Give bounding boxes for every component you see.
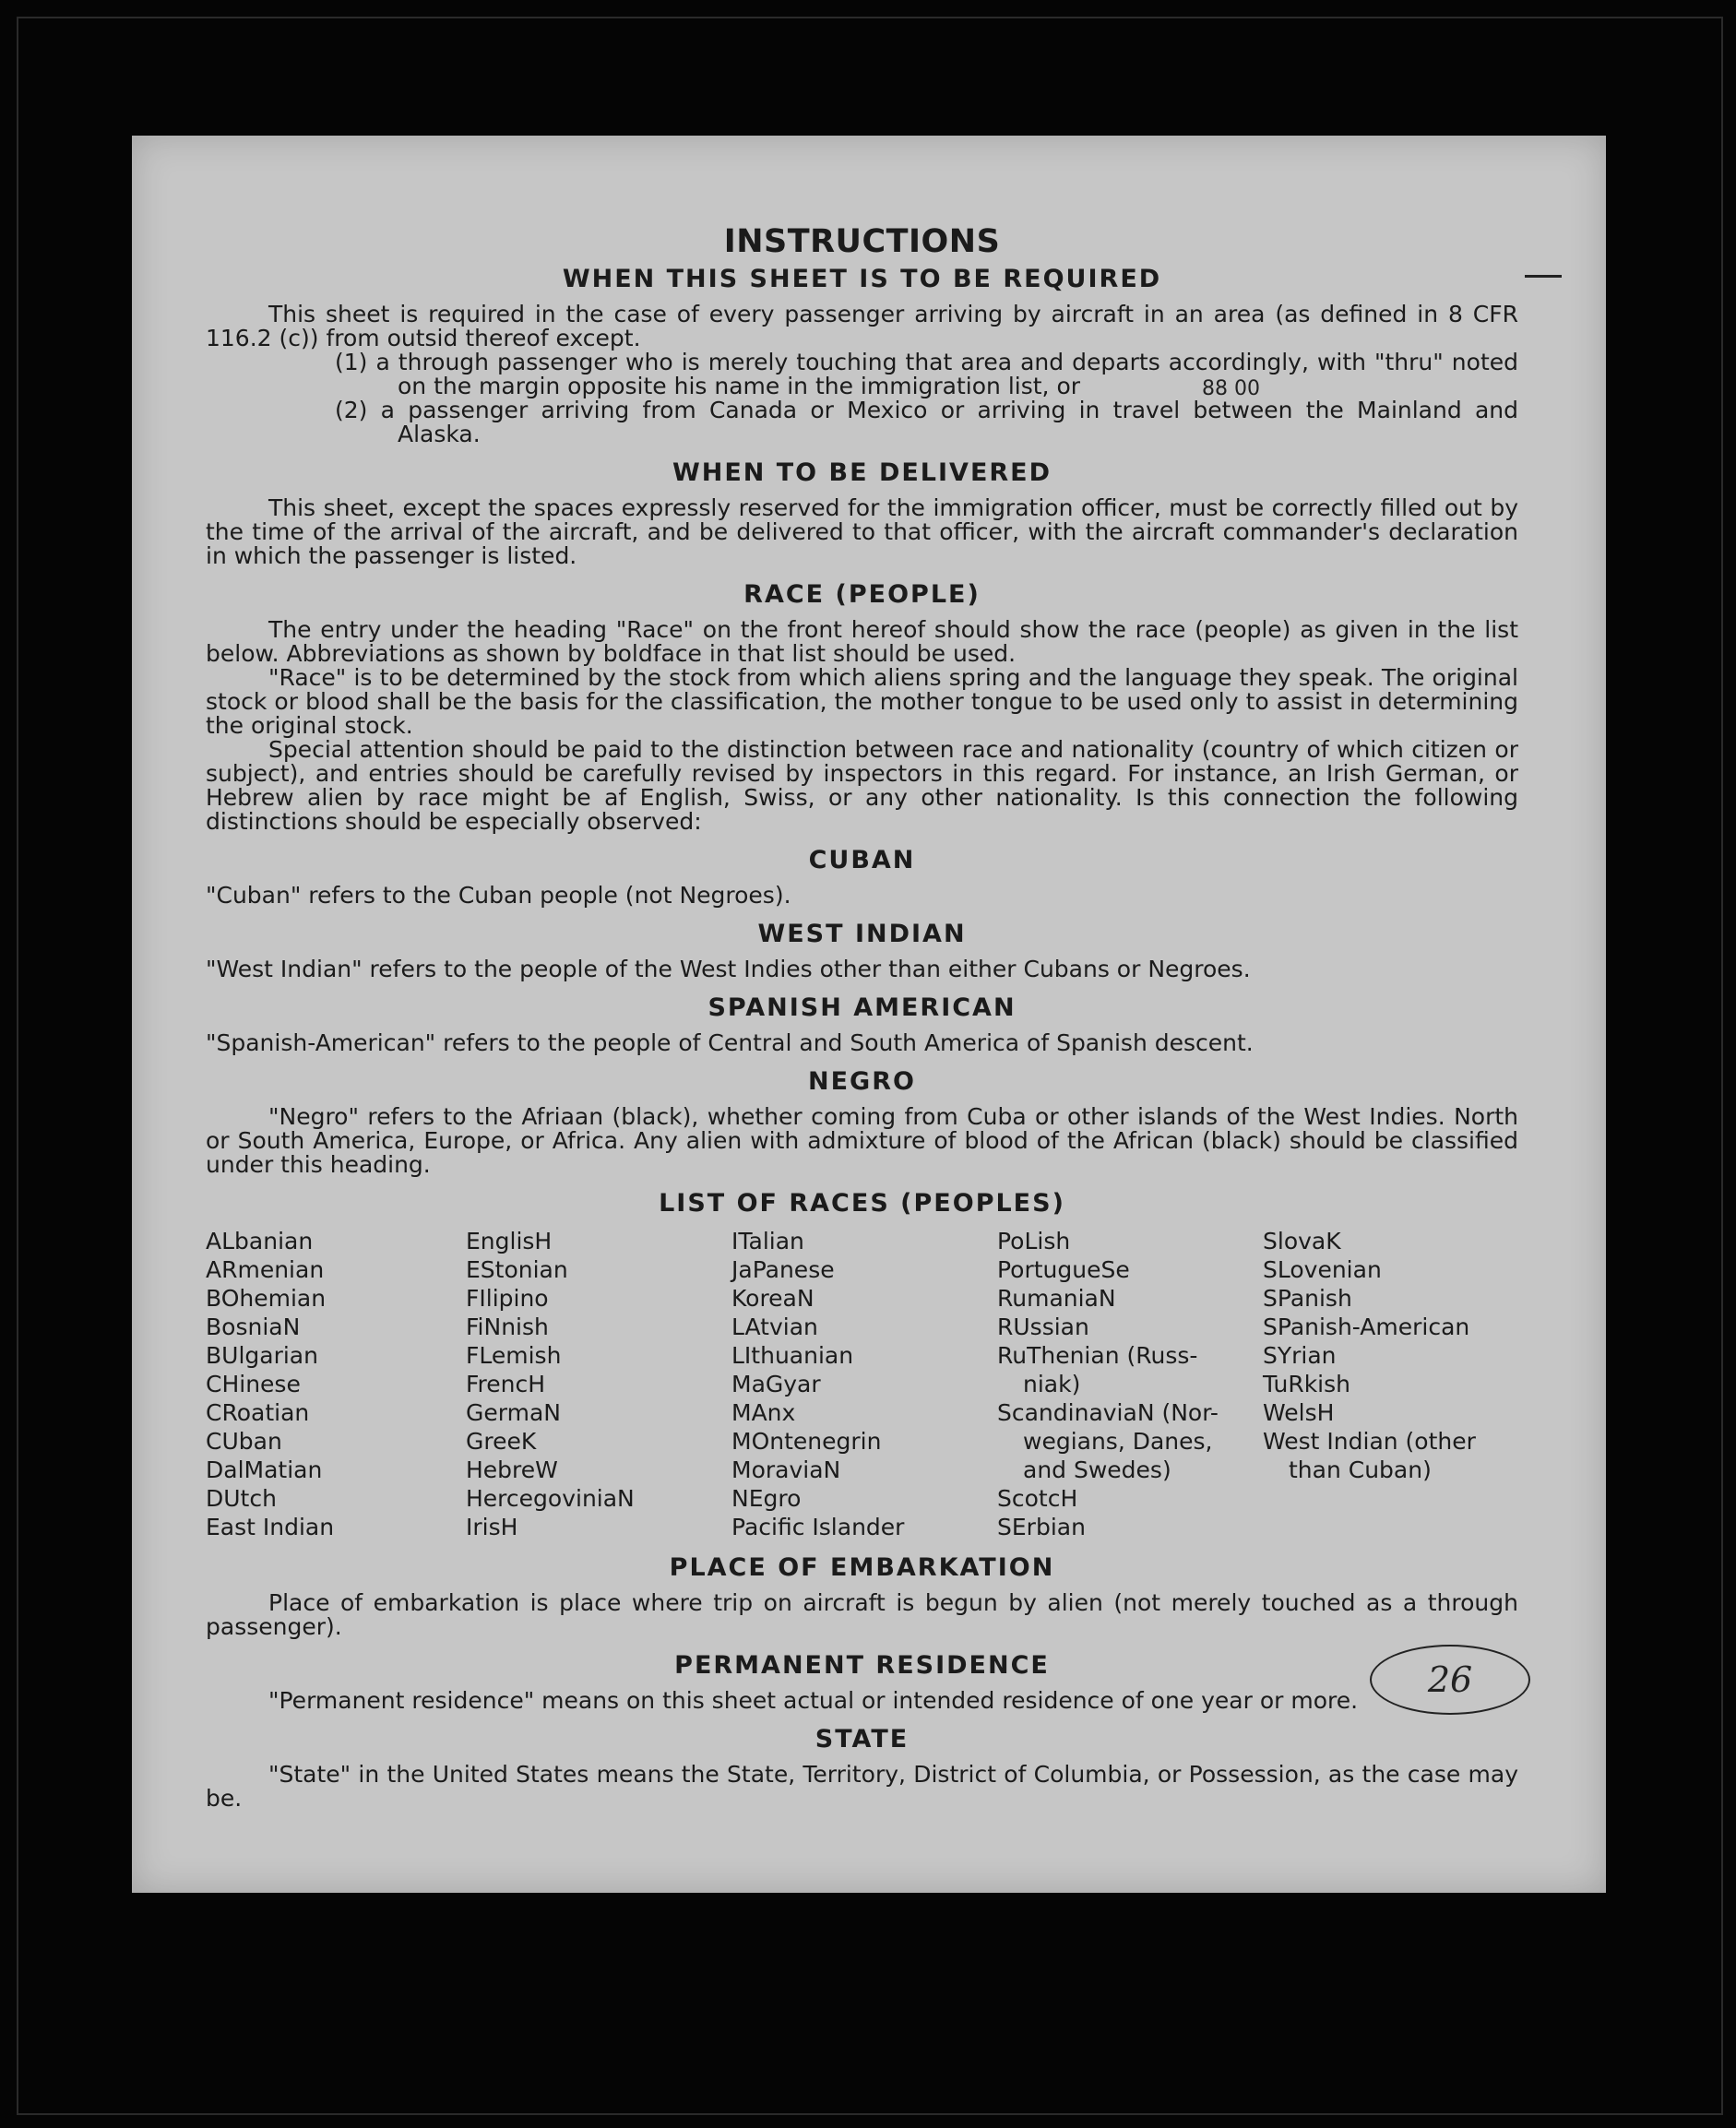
heading-west-indian: WEST INDIAN xyxy=(757,920,967,948)
race-item-continued: and Swedes) xyxy=(1023,1456,1171,1483)
race-item: SYrian xyxy=(1263,1342,1337,1369)
race-item: TuRkish xyxy=(1263,1371,1350,1397)
race-item-continued: than Cuban) xyxy=(1289,1456,1432,1483)
required-intro: This sheet is required in the case of every passenger arriving by aircraft in an area (as defined in 8 CFR 116.2 (c)) from outsid thereof except. xyxy=(206,301,1518,351)
instructions-content xyxy=(206,223,1518,1811)
races-column-4 xyxy=(997,1227,1263,1541)
negro-text: "Negro" refers to the Afriaan (black), whether coming from Cuba or other islands of the West Indies. North or South America, Europe, or Africa. Any alien with admixture of blood of the African (black) should be classified under this heading. xyxy=(206,1103,1518,1178)
race-item: RUssian xyxy=(997,1314,1089,1340)
race-item: GermaN xyxy=(466,1399,561,1426)
race-item: BosniaN xyxy=(206,1314,301,1340)
race-item: West Indian (other xyxy=(1263,1428,1476,1455)
race-item: MaGyar xyxy=(731,1371,821,1397)
spanish-american-text: "Spanish-American" refers to the people of Central and South America of Spanish descent. xyxy=(206,1029,1254,1056)
race-item: DUtch xyxy=(206,1485,277,1512)
race-item: East Indian xyxy=(206,1514,335,1540)
page-mark xyxy=(1525,275,1562,278)
west-indian-text: "West Indian" refers to the people of the West Indies other than either Cubans or Negroes. xyxy=(206,956,1251,982)
document-sheet xyxy=(132,136,1606,1893)
heading-state: STATE xyxy=(814,1725,910,1754)
race-item: CRoatian xyxy=(206,1399,310,1426)
race-item: EStonian xyxy=(466,1256,568,1283)
race-item: IrisH xyxy=(466,1514,518,1540)
heading-embarkation: PLACE OF EMBARKATION xyxy=(669,1553,1055,1582)
race-item: PoLish xyxy=(997,1228,1071,1254)
race-item: HercegoviniaN xyxy=(466,1485,635,1512)
page-title: INSTRUCTIONS xyxy=(723,223,1001,260)
race-item: BOhemian xyxy=(206,1285,327,1312)
race-item: DalMatian xyxy=(206,1456,323,1483)
race-item-continued: wegians, Danes, xyxy=(1023,1428,1213,1455)
race-item: MOntenegrin xyxy=(731,1428,882,1455)
required-item-2: (2) a passenger arriving from Canada or Mexico or arriving in travel between the Mainland and Alaska. xyxy=(335,397,1518,447)
race-item: ITalian xyxy=(731,1228,804,1254)
races-column-1 xyxy=(206,1227,466,1541)
race-item: PortugueSe xyxy=(997,1256,1130,1283)
heading-spanish-american: SPANISH AMERICAN xyxy=(707,993,1017,1022)
race-item: ARmenian xyxy=(206,1256,325,1283)
race-item: RuThenian (Russ- xyxy=(997,1342,1198,1369)
race-item: JaPanese xyxy=(731,1256,835,1283)
race-item: FiNnish xyxy=(466,1314,549,1340)
race-item: SlovaK xyxy=(1263,1228,1341,1254)
race-item: SPanish-American xyxy=(1263,1314,1470,1340)
race-paragraph-3: Special attention should be paid to the distinction between race and nationality (country of which citizen or subject), and entries should be carefully revised by inspectors in this regard. For instance, an Irish German, or Hebrew alien by race might be af English, Swiss, or any other nationality. Is this connection the following distinctions should be especially observed: xyxy=(206,736,1518,835)
race-item: BUlgarian xyxy=(206,1342,318,1369)
heading-cuban: CUBAN xyxy=(808,846,916,874)
race-item: LAtvian xyxy=(731,1314,818,1340)
heading-delivered: WHEN TO BE DELIVERED xyxy=(672,458,1052,487)
heading-residence: PERMANENT RESIDENCE xyxy=(674,1651,1050,1680)
races-column-2 xyxy=(466,1227,731,1541)
heading-race: RACE (PEOPLE) xyxy=(743,580,981,609)
race-item: LIthuanian xyxy=(731,1342,854,1369)
race-item: RumaniaN xyxy=(997,1285,1116,1312)
race-item: SLovenian xyxy=(1263,1256,1382,1283)
race-item: FrencH xyxy=(466,1371,546,1397)
embarkation-text: Place of embarkation is place where trip on aircraft is begun by alien (not merely touched as a through passenger). xyxy=(206,1589,1518,1640)
residence-text: "Permanent residence" means on this sheet actual or intended residence of one year or more. xyxy=(268,1687,1359,1714)
races-column-5 xyxy=(1263,1227,1518,1541)
race-item: GreeK xyxy=(466,1428,537,1455)
race-item: HebreW xyxy=(466,1456,558,1483)
race-item: ScotcH xyxy=(997,1485,1078,1512)
heading-required: WHEN THIS SHEET IS TO BE REQUIRED xyxy=(562,265,1162,293)
handwritten-margin-mark: 88 00 xyxy=(1202,377,1260,400)
race-item: WelsH xyxy=(1263,1399,1335,1426)
heading-negro: NEGRO xyxy=(808,1067,916,1096)
delivered-text: This sheet, except the spaces expressly reserved for the immigration officer, must be correctly filled out by the time of the arrival of the aircraft, and be delivered to that officer, with the aircraft commander's declaration in which the passenger is listed. xyxy=(206,494,1518,569)
race-item: CUban xyxy=(206,1428,282,1455)
race-item: KoreaN xyxy=(731,1285,814,1312)
race-item: CHinese xyxy=(206,1371,301,1397)
races-list xyxy=(206,1227,1518,1541)
race-item: MoraviaN xyxy=(731,1456,841,1483)
state-text: "State" in the United States means the State, Territory, District of Columbia, or Possession, as the case may be. xyxy=(206,1761,1518,1812)
race-item: FIlipino xyxy=(466,1285,549,1312)
race-item: Pacific Islander xyxy=(731,1514,905,1540)
race-item: FLemish xyxy=(466,1342,562,1369)
races-column-3 xyxy=(731,1227,997,1541)
race-item: SPanish xyxy=(1263,1285,1352,1312)
race-item: ScandinaviaN (Nor- xyxy=(997,1399,1219,1426)
race-item: ALbanian xyxy=(206,1228,314,1254)
cuban-text: "Cuban" refers to the Cuban people (not Negroes). xyxy=(206,882,791,909)
race-item: NEgro xyxy=(731,1485,802,1512)
required-item-1: (1) a through passenger who is merely touching that area and departs accordingly, with "thru" noted on the margin opposite his name in the immigration list, or xyxy=(335,349,1518,399)
race-paragraph-2: "Race" is to be determined by the stock from which aliens spring and the language they speak. The original stock or blood shall be the basis for the classification, the mother tongue to be used only to assist in determining the original stock. xyxy=(206,664,1518,739)
race-item-continued: niak) xyxy=(1023,1371,1081,1397)
race-item: MAnx xyxy=(731,1399,796,1426)
race-item: SErbian xyxy=(997,1514,1086,1540)
heading-list-of-races: LIST OF RACES (PEOPLES) xyxy=(659,1189,1065,1218)
race-item: EnglisH xyxy=(466,1228,553,1254)
race-paragraph-1: The entry under the heading "Race" on the front hereof should show the race (people) as given in the list below. Abbreviations as shown by boldface in that list should be used. xyxy=(206,616,1518,667)
handwritten-circled-number: 26 xyxy=(1370,1645,1530,1715)
